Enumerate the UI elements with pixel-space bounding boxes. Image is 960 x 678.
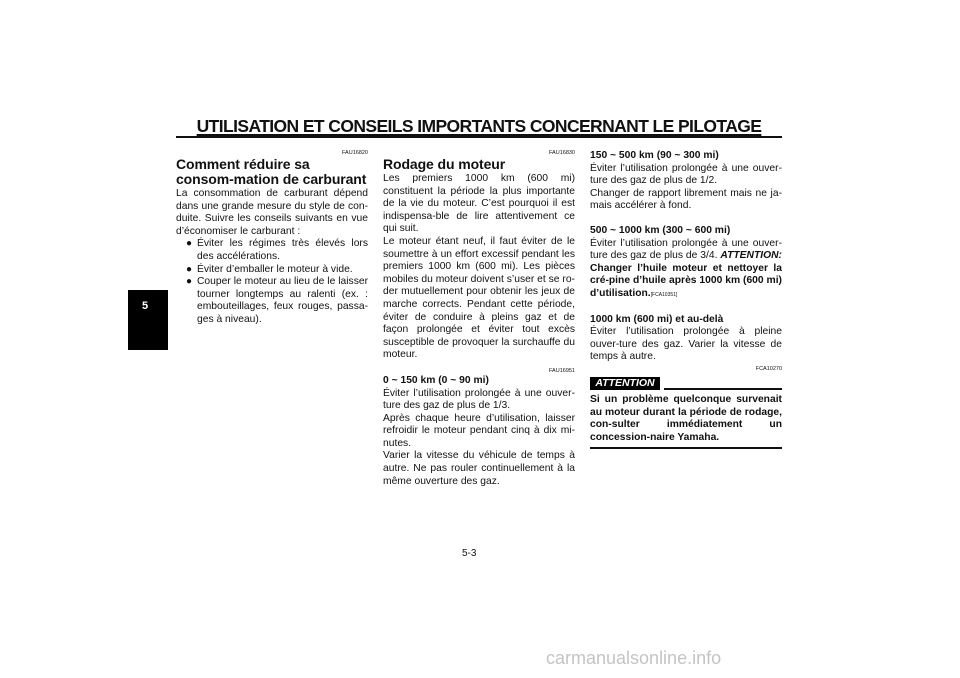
chapter-tab	[128, 290, 168, 350]
paragraph-150-500km-1: Éviter l’utilisation prolongée à une ouver-ture des gaz de plus de 1/2.	[590, 162, 782, 187]
attention-box-header	[590, 377, 782, 391]
paragraph-150-500km-2: Changer de rapport librement mais ne ja-mais accélérer à fond.	[590, 187, 782, 212]
paragraph-500-1000km: Éviter l’utilisation prolongée à une ouver-ture des gaz de plus de 3/4. ATTENTION: Changer l’huile moteur et nettoyer la cré-pine d’huile après 1000 km (600 mi) d’utilisation.[FCA10351]	[590, 237, 782, 299]
page-number: 5-3	[462, 548, 477, 559]
subheading-500-1000km: 500 ~ 1000 km (300 ~ 600 mi)	[590, 224, 731, 236]
subheading-150-500km: 150 ~ 500 km (90 ~ 300 mi)	[590, 150, 719, 161]
list-item: ● Éviter les régimes très élevés lors des accélérations.	[186, 238, 368, 262]
chapter-tab-number: 5	[142, 300, 149, 312]
inline-attention-text: Changer l’huile moteur et nettoyer la cré-pine d’huile après 1000 km (600 mi) d’utilisation.	[590, 262, 782, 299]
column-1	[176, 150, 368, 327]
bullet-icon: ●	[186, 263, 193, 275]
section-heading-break-in: Rodage du moteur	[383, 156, 506, 172]
break-in-paragraph-1: Les premiers 1000 km (600 mi) constituent la période la plus importante de la vie du moteur. C’est pourquoi il est indispensa-ble de lire attentivement ce qui suit.	[383, 173, 575, 235]
attention-code: FCA10270	[755, 365, 782, 372]
subheading-0-150km: 0 ~ 150 km (0 ~ 90 mi)	[383, 374, 489, 386]
fuel-tips-list	[176, 238, 368, 326]
column-3	[590, 150, 782, 449]
section-code: FAU16951	[549, 367, 575, 374]
paragraph-1000km-plus: Éviter l’utilisation prolongée à pleine ouver-ture des gaz. Varier la vitesse de temps à autre.	[590, 326, 782, 363]
bullet-icon: ●	[186, 276, 193, 288]
section-heading-fuel: Comment réduire sa consom-mation de carburant	[176, 156, 367, 187]
attention-rule	[664, 388, 782, 390]
watermark: carmanualsonline.info	[546, 648, 722, 668]
list-item: ● Couper le moteur au lieu de le laisser tourner longtemps au ralenti (ex. : embouteillages, feux rouges, passa-ges à niveau).	[186, 276, 368, 325]
fuel-intro-paragraph: La consommation de carburant dépend dans une grande mesure du style de con-duite. Suivre les conseils suivants en vue d’économiser le carburant :	[176, 188, 368, 237]
section-code: FAU16820	[342, 150, 368, 156]
break-in-paragraph-2: Le moteur étant neuf, il faut éviter de le soumettre à un effort excessif pendant les premiers 1000 km (600 mi). Les pièces mobiles du moteur doivent s’user et se ro-der mutuellement pour obtenir les jeux de marche corrects. Pendant cette période, éviter de conduire à pleins gaz et de façon prolongée et éviter tout excès susceptible de provoquer la surchauffe du moteur.	[383, 235, 575, 361]
list-item: ● Éviter d’emballer le moteur à vide.	[186, 263, 353, 275]
column-2	[383, 150, 575, 488]
paragraph-0-150km-1: Éviter l’utilisation prolongée à une ouver-ture des gaz de plus de 1/3.	[383, 387, 575, 412]
paragraph-0-150km-2: Après chaque heure d’utilisation, laisser refroidir le moteur pendant cinq à dix mi-nutes.	[383, 412, 575, 449]
attention-badge: ATTENTION	[590, 377, 660, 390]
page-header-title: UTILISATION ET CONSEILS IMPORTANTS CONCERNANT LE PILOTAGE	[196, 116, 762, 136]
inline-attention-label: ATTENTION:	[720, 250, 782, 262]
bullet-icon: ●	[186, 238, 193, 250]
section-code: FAU16830	[549, 150, 575, 156]
paragraph-0-150km-3: Varier la vitesse du véhicule de temps à autre. Ne pas rouler continuellement à la même ouverture des gaz.	[383, 450, 575, 487]
subheading-1000km-plus: 1000 km (600 mi) et au-delà	[590, 313, 724, 325]
attention-text: Si un problème quelconque survenait au moteur durant la période de rodage, con-sulter immédiatement un concession-naire Yamaha.	[590, 393, 782, 443]
attention-bottom-rule	[590, 447, 782, 449]
inline-code: [FCA10351]	[650, 291, 678, 298]
header-rule	[176, 136, 782, 138]
